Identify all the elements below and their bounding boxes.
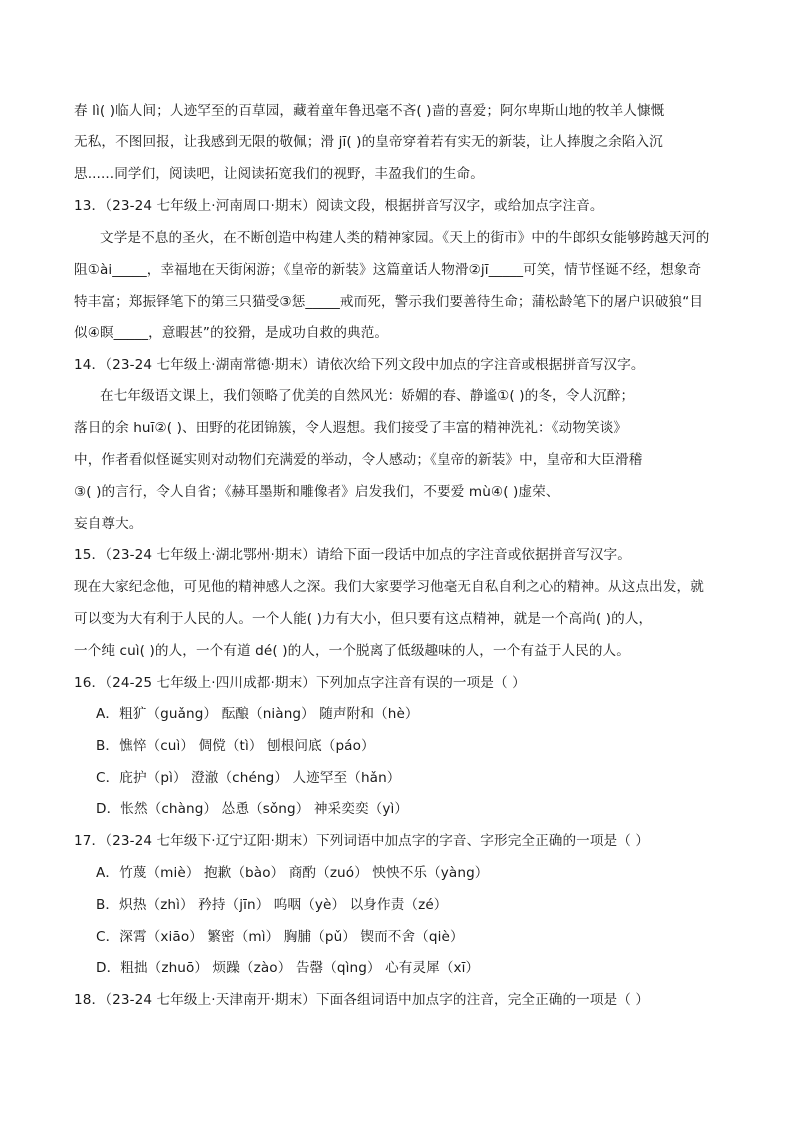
text-line: 在七年级语文课上，我们领略了优美的自然风光：娇媚的春、静谧①( )的冬，令人沉醉； xyxy=(100,388,635,404)
text-line: 妄自尊大。 xyxy=(74,516,143,532)
text-line: 可以变为大有利于人民的人。一个人能( )力有大小，但只要有这点精神，就是一个高尚( )的人， xyxy=(74,611,653,627)
option-d: D．粗拙（zhuō） 烦躁（zào） 告罄（qìng） 心有灵犀（xī） xyxy=(96,960,480,976)
option-c: C．庇护（pì） 澄澈（chéng） 人迹罕至（hǎn） xyxy=(96,770,401,786)
text-line: 思......同学们，阅读吧，让阅读拓宽我们的视野，丰盈我们的生命。 xyxy=(74,166,484,182)
question-17-heading: 17．（23-24 七年级下·辽宁辽阳·期末）下列词语中加点字的字音、字形完全正确的一项是（ ） xyxy=(74,833,650,849)
text-line: ③( )的言行，令人自省；《赫耳墨斯和雕像者》启发我们，不要爱 mù④( )虚荣、 xyxy=(74,484,560,500)
text-line: 中，作者看似怪诞实则对动物们充满爱的举动，令人感动；《皇帝的新装》中，皇帝和大臣滑稽 xyxy=(74,452,643,468)
option-b: B．炽热（zhì） 矜持（jīn） 呜咽（yè） 以身作责（zé） xyxy=(96,897,448,913)
question-13-heading: 13．（23-24 七年级上·河南周口·期末）阅读文段，根据拼音写汉字，或给加点字注音。 xyxy=(74,198,604,214)
option-a: A．粗犷（guǎng） 酝酿（niàng） 随声附和（hè） xyxy=(96,706,419,722)
text-line: 文学是不息的圣火，在不断创造中构建人类的精神家园。《天上的街市》中的牛郎织女能够跨越天河的 xyxy=(100,230,710,246)
text-line: 现在大家纪念他，可见他的精神感人之深。我们大家要学习他毫无自私自利之心的精神。从这点出发，就 xyxy=(74,579,704,595)
question-16-heading: 16．（24-25 七年级上·四川成都·期末）下列加点字注音有误的一项是（ ） xyxy=(74,675,526,691)
question-18-heading: 18．（23-24 七年级上·天津南开·期末）下面各组词语中加点字的注音，完全正确的一项是（ ） xyxy=(74,992,650,1008)
text-line: 一个纯 cuì( )的人，一个有道 dé( )的人，一个脱离了低级趣味的人，一个有益于人民的人。 xyxy=(74,643,630,659)
question-15-heading: 15．（23-24 七年级上·湖北鄂州·期末）请给下面一段话中加点的字注音或依据拼音写汉字。 xyxy=(74,547,631,563)
text-line: 春 lì( )临人间；人迹罕至的百草园，藏着童年鲁迅毫不吝( )啬的喜爱；阿尔卑斯山地的牧羊人慷慨 xyxy=(74,103,665,119)
text-line: 特丰富；郑振铎笔下的第三只猫受③惩_____戒而死，警示我们要善待生命；蒲松龄笔下的屠户识破狼“目 xyxy=(74,294,704,310)
option-a: A．竹蔑（miè） 抱歉（bào） 商酌（zuó） 怏怏不乐（yàng） xyxy=(96,865,489,881)
text-line: 无私，不图回报，让我感到无限的敬佩；滑 jī( )的皇帝穿着若有实无的新装，让人捧腹之余陷入沉 xyxy=(74,134,663,150)
option-c: C．深霄（xiāo） 繁密（mì） 胸脯（pǔ） 锲而不舍（qiè） xyxy=(96,929,464,945)
option-d: D．怅然（chàng） 怂恿（sǒng） 神采奕奕（yì） xyxy=(96,801,409,817)
text-line: 似④瞑_____，意暇甚”的狡猾，是成功自救的典范。 xyxy=(74,325,389,341)
text-line: 阻①ài_____，幸福地在天街闲游；《皇帝的新装》这篇童话人物滑②jī_____可笑，情节怪诞不经，想象奇 xyxy=(74,262,702,278)
text-line: 落日的余 huī②( )、田野的花团锦簇，令人遐想。我们接受了丰富的精神洗礼：《动物笑谈》 xyxy=(74,420,628,436)
option-b: B．憔悴（cuì） 倜傥（tì） 刨根问底（páo） xyxy=(96,738,375,754)
question-14-heading: 14．（23-24 七年级上·湖南常德·期末）请依次给下列文段中加点的字注音或根据拼音写汉字。 xyxy=(74,357,645,373)
